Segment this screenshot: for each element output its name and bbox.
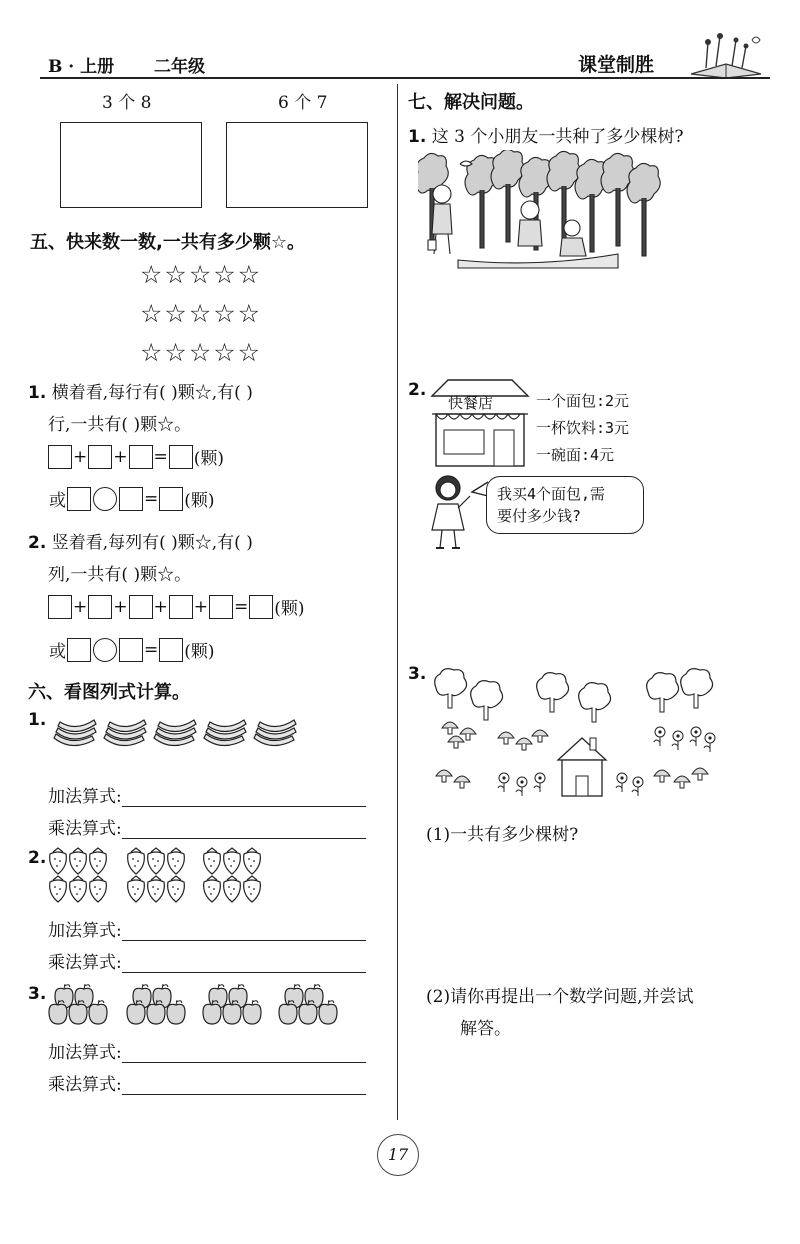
equals-sign: =	[144, 488, 159, 509]
q5-1-text1: 横着看,每行有( )颗☆,有( )	[51, 383, 253, 403]
blank-box[interactable]	[48, 445, 72, 469]
menu-item-noodles: 一碗面:4元	[536, 446, 615, 464]
q7-3-sub2-line2: 解答。	[460, 1019, 511, 1039]
star-row-3: ☆☆☆☆☆	[140, 338, 263, 367]
q5-2-addition-row	[48, 594, 306, 619]
section-5-title: 五、快来数一数,一共有多少颗☆。	[30, 232, 305, 253]
mul-label: 乘法算式:	[48, 1075, 122, 1095]
volume-label: B · 上册	[48, 57, 115, 77]
q7-3-sub1: (1)一共有多少棵树?	[426, 825, 579, 845]
q5-1-line2: 行,一共有( )颗☆。	[48, 415, 192, 435]
add-label: 加法算式:	[48, 921, 122, 941]
q5-1-line1	[28, 378, 253, 403]
trees-flowers-house-illustration	[432, 668, 722, 804]
unit-label: (颗)	[184, 491, 215, 511]
blank-box[interactable]	[119, 638, 143, 662]
q7-3-number	[408, 664, 426, 684]
mul-label: 乘法算式:	[48, 953, 122, 973]
q5-2-line1	[28, 528, 253, 553]
blank-box[interactable]	[249, 595, 273, 619]
blank-box[interactable]	[48, 595, 72, 619]
q6-1-number	[28, 710, 46, 730]
answer-box-3x8[interactable]	[60, 122, 202, 208]
q5-1-number: 1.	[28, 383, 47, 403]
fast-food-shop-illustration	[428, 376, 532, 468]
blank-box[interactable]	[129, 595, 153, 619]
grade-label: 二年级	[154, 57, 206, 77]
q5-1-multiplication-row	[48, 486, 216, 511]
blank-box[interactable]	[67, 487, 91, 511]
unit-label: (颗)	[184, 642, 215, 662]
column-divider	[397, 84, 398, 1120]
q5-1-addition-row	[48, 444, 225, 469]
blank-box[interactable]	[67, 638, 91, 662]
q7-1-text: 这 3 个小朋友一共种了多少棵树?	[431, 127, 684, 147]
q7-1-number: 1.	[408, 127, 427, 147]
plus-sign: +	[153, 596, 168, 617]
plus-sign: +	[113, 596, 128, 617]
bananas-illustration	[52, 716, 302, 758]
unit-label: (颗)	[193, 449, 225, 469]
page-number: 17	[377, 1134, 419, 1176]
equals-sign: =	[144, 639, 159, 660]
q7-1-line	[408, 122, 683, 147]
q6-2-mul-line	[48, 948, 366, 973]
or-label: 或	[49, 491, 66, 511]
box-label-6x7: 6 个 7	[278, 93, 328, 113]
star-row-2: ☆☆☆☆☆	[140, 299, 263, 328]
or-label: 或	[49, 642, 66, 662]
blank-box[interactable]	[169, 595, 193, 619]
answer-line[interactable]	[122, 786, 366, 807]
unit-label: (颗)	[274, 599, 305, 619]
star-row-1: ☆☆☆☆☆	[140, 260, 263, 289]
section-7-title: 七、解决问题。	[408, 92, 534, 113]
header-volume-grade	[48, 52, 239, 77]
q7-2-number	[408, 380, 426, 400]
operator-circle[interactable]	[93, 638, 117, 662]
answer-box-6x7[interactable]	[226, 122, 368, 208]
equals-sign: =	[234, 596, 249, 617]
q6-3-add-line	[48, 1038, 366, 1063]
q6-1-mul-line	[48, 814, 366, 839]
q7-3-sub2-line1: (2)请你再提出一个数学问题,并尝试	[426, 987, 694, 1007]
blank-box[interactable]	[88, 445, 112, 469]
answer-line[interactable]	[122, 818, 366, 839]
q7-2-num: 2.	[408, 380, 427, 400]
header-rule	[40, 77, 770, 79]
book-logo-icon	[686, 30, 776, 80]
bubble-line-1: 我买4个面包,需	[497, 485, 606, 503]
blank-box[interactable]	[169, 445, 193, 469]
equals-sign: =	[153, 446, 168, 467]
menu-item-bread: 一个面包:2元	[536, 392, 630, 410]
q7-3-num: 3.	[408, 664, 427, 684]
add-label: 加法算式:	[48, 787, 122, 807]
menu-item-drink: 一杯饮料:3元	[536, 419, 630, 437]
answer-line[interactable]	[122, 1074, 366, 1095]
q6-2-add-line	[48, 916, 366, 941]
q6-3-num: 3.	[28, 984, 47, 1004]
box-label-3x8: 3 个 8	[102, 93, 152, 113]
q6-1-add-line	[48, 782, 366, 807]
strawberries-illustration	[46, 846, 276, 904]
answer-line[interactable]	[122, 952, 366, 973]
answer-line[interactable]	[122, 1042, 366, 1063]
q6-3-mul-line	[48, 1070, 366, 1095]
blank-box[interactable]	[88, 595, 112, 619]
q6-1-num: 1.	[28, 710, 47, 730]
blank-box[interactable]	[129, 445, 153, 469]
series-title: 课堂制胜	[578, 54, 655, 76]
blank-box[interactable]	[159, 487, 183, 511]
mul-label: 乘法算式:	[48, 819, 122, 839]
blank-box[interactable]	[119, 487, 143, 511]
q5-2-number: 2.	[28, 533, 47, 553]
children-planting-trees-illustration	[418, 150, 668, 272]
shop-sign: 快餐店	[448, 394, 494, 412]
price-menu	[536, 388, 629, 469]
speech-bubble	[486, 476, 644, 534]
q6-2-num: 2.	[28, 848, 47, 868]
q5-2-line2: 列,一共有( )颗☆。	[48, 565, 192, 585]
blank-box[interactable]	[159, 638, 183, 662]
apples-illustration	[44, 980, 354, 1028]
plus-sign: +	[113, 446, 128, 467]
section-6-title: 六、看图列式计算。	[28, 682, 190, 703]
plus-sign: +	[73, 596, 88, 617]
add-label: 加法算式:	[48, 1043, 122, 1063]
operator-circle[interactable]	[93, 487, 117, 511]
q6-2-number	[28, 848, 46, 868]
q5-2-text1: 竖着看,每列有( )颗☆,有( )	[51, 533, 253, 553]
plus-sign: +	[73, 446, 88, 467]
q5-2-multiplication-row	[48, 637, 216, 662]
bubble-line-2: 要付多少钱?	[497, 507, 582, 525]
plus-sign: +	[193, 596, 208, 617]
blank-box[interactable]	[209, 595, 233, 619]
answer-line[interactable]	[122, 920, 366, 941]
